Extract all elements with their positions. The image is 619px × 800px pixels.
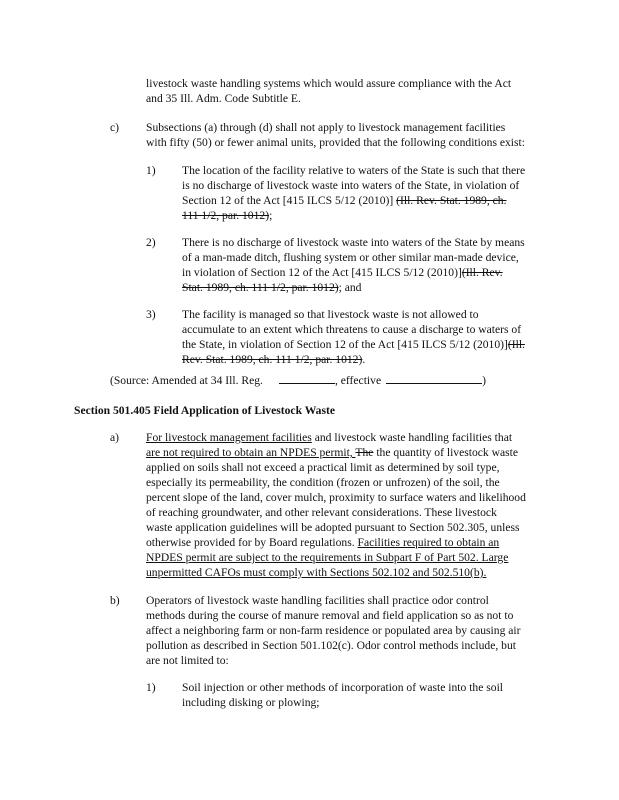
subsection-b-line-5: are not limited to: — [146, 654, 229, 667]
item-2-line-4-end: ; and — [338, 281, 362, 294]
subsection-b-line-3: affect a neighboring farm or non-farm residence or populated area by causing air — [146, 624, 521, 637]
item-3-label: 3) — [146, 308, 156, 321]
subsection-a-line-1 — [146, 431, 512, 445]
item-2-deleted-citation: (Ill. Rev. — [461, 266, 503, 279]
item-2-label: 2) — [146, 236, 156, 249]
item-2-line-4 — [182, 281, 361, 295]
section-heading: Section 501.405 Field Application of Livestock Waste — [74, 404, 335, 417]
item-1-line-3 — [182, 194, 506, 208]
item-2-deleted-citation-2: Stat. 1989, ch. 111 — [182, 281, 271, 294]
subsection-b-line-4: pollution as described in Section 501.102(c). Odor control methods include, but — [146, 639, 516, 652]
item-2-line-2: of a man-made ditch, flushing system or other similar man-made device, — [182, 251, 519, 264]
item-3-deleted-citation-2: Rev. Stat. 1989, ch. 111 1/2 — [182, 353, 310, 366]
item-2-deleted-citation-3: 1/2, par. 1012) — [271, 281, 339, 294]
intro-line-2: and 35 Ill. Adm. Code Subtitle E. — [146, 92, 301, 105]
subsection-a-line-5: percent slope of the land, cover mulch, proximity to surface waters and likelihood — [146, 491, 526, 504]
subsection-a-line-3: applied on soils shall not exceed a practical limit as determined by soil type, — [146, 461, 500, 474]
subsection-b-item-1-label: 1) — [146, 681, 156, 694]
source-reg-blank — [279, 373, 335, 384]
item-1-line-4-end: ; — [269, 209, 273, 222]
item-3-line-2: accumulate to an extent which threatens to cause a discharge to waters of — [182, 323, 522, 336]
source-note-end: ) — [482, 374, 486, 387]
subsection-a-line-8-text: otherwise provided for by Board regulations. — [146, 536, 358, 549]
item-3-line-3 — [182, 338, 525, 352]
item-1-line-2: is no discharge of livestock waste into waters of the State, in violation of — [182, 179, 520, 192]
subsection-b-line-2: methods during the course of manure removal and field application so as not to — [146, 609, 514, 622]
subsection-a-inserted-text: For livestock management facilities — [146, 431, 312, 444]
item-1-line-1: The location of the facility relative to waters of the State is such that there — [182, 164, 526, 177]
subsection-a-label: a) — [110, 431, 120, 444]
item-3-line-3-text: the State, in violation of Section 12 of the Act [415 ILCS 5/12 (2010)] — [182, 338, 508, 351]
subsection-b-item-1-line-1: Soil injection or other methods of incorporation of waste into the soil — [182, 681, 504, 694]
item-1-line-3-text: Section 12 of the Act [415 ILCS 5/12 (2010)] — [182, 194, 397, 207]
subsection-a-inserted-text-2: are not required to obtain an NPDES permit, — [146, 446, 356, 459]
item-3-deleted-citation-3: , par. 1012) — [309, 353, 363, 366]
subsection-c-label: c) — [110, 121, 120, 134]
item-3-line-4 — [182, 353, 365, 367]
item-1-line-4 — [182, 209, 272, 223]
item-2-line-3-text: in violation of Section 12 of the Act [415 ILCS 5/12 (2010)] — [182, 266, 462, 279]
item-3-line-1: The facility is managed so that livestock waste is not allowed to — [182, 308, 479, 321]
subsection-a-line-4: especially its permeability, the condition (frozen or unfrozen) of the soil, the — [146, 476, 500, 489]
subsection-b-line-1: Operators of livestock waste handling facilities shall practice odor control — [146, 594, 489, 607]
subsection-a-line-2-rest: the quantity of livestock waste — [373, 446, 519, 459]
subsection-b-label: b) — [110, 594, 120, 607]
subsection-c-line-1: Subsections (a) through (d) shall not apply to livestock management facilities — [146, 121, 506, 134]
subsection-a-line-6: of reaching groundwater, and other relevant considerations. These livestock — [146, 506, 497, 519]
item-1-deleted-citation-2: 111 1/2, par. 1012) — [182, 209, 270, 222]
item-1-deleted-citation: (Ill. Rev. Stat. 1989, ch. — [396, 194, 507, 207]
subsection-a-line-8 — [146, 536, 499, 550]
item-2-line-1: There is no discharge of livestock waste into waters of the State by means — [182, 236, 525, 249]
subsection-b-item-1-line-2: including disking or plowing; — [182, 696, 320, 709]
intro-line-1: livestock waste handling systems which would assure compliance with the Act — [146, 77, 512, 90]
subsection-a-line-9: NPDES permit are subject to the requirements in Subpart F of Part 502. Large — [146, 551, 509, 564]
subsection-c-line-2: with fifty (50) or fewer animal units, provided that the following conditions exist: — [146, 136, 525, 149]
source-note — [110, 373, 486, 388]
subsection-a-deleted-word: The — [355, 446, 374, 459]
source-effective-blank — [386, 373, 482, 384]
subsection-a-line-10: unpermitted CAFOs must comply with Sections 502.102 and 502.510(b). — [146, 566, 487, 579]
source-note-effective: , effective — [334, 374, 382, 387]
subsection-a-line-7: waste application guidelines will be adopted pursuant to Section 502.305, unless — [146, 521, 520, 534]
item-2-line-3 — [182, 266, 503, 280]
item-1-label: 1) — [146, 164, 156, 177]
item-3-deleted-citation: (Ill. — [507, 338, 525, 351]
subsection-a-line-1-rest: and livestock waste handling facilities that — [311, 431, 513, 444]
subsection-a-inserted-text-3: Facilities required to obtain an — [357, 536, 500, 549]
item-3-line-4-end: . — [362, 353, 366, 366]
source-note-start: (Source: Amended at 34 Ill. Reg. — [110, 374, 263, 387]
subsection-a-line-2 — [146, 446, 518, 460]
